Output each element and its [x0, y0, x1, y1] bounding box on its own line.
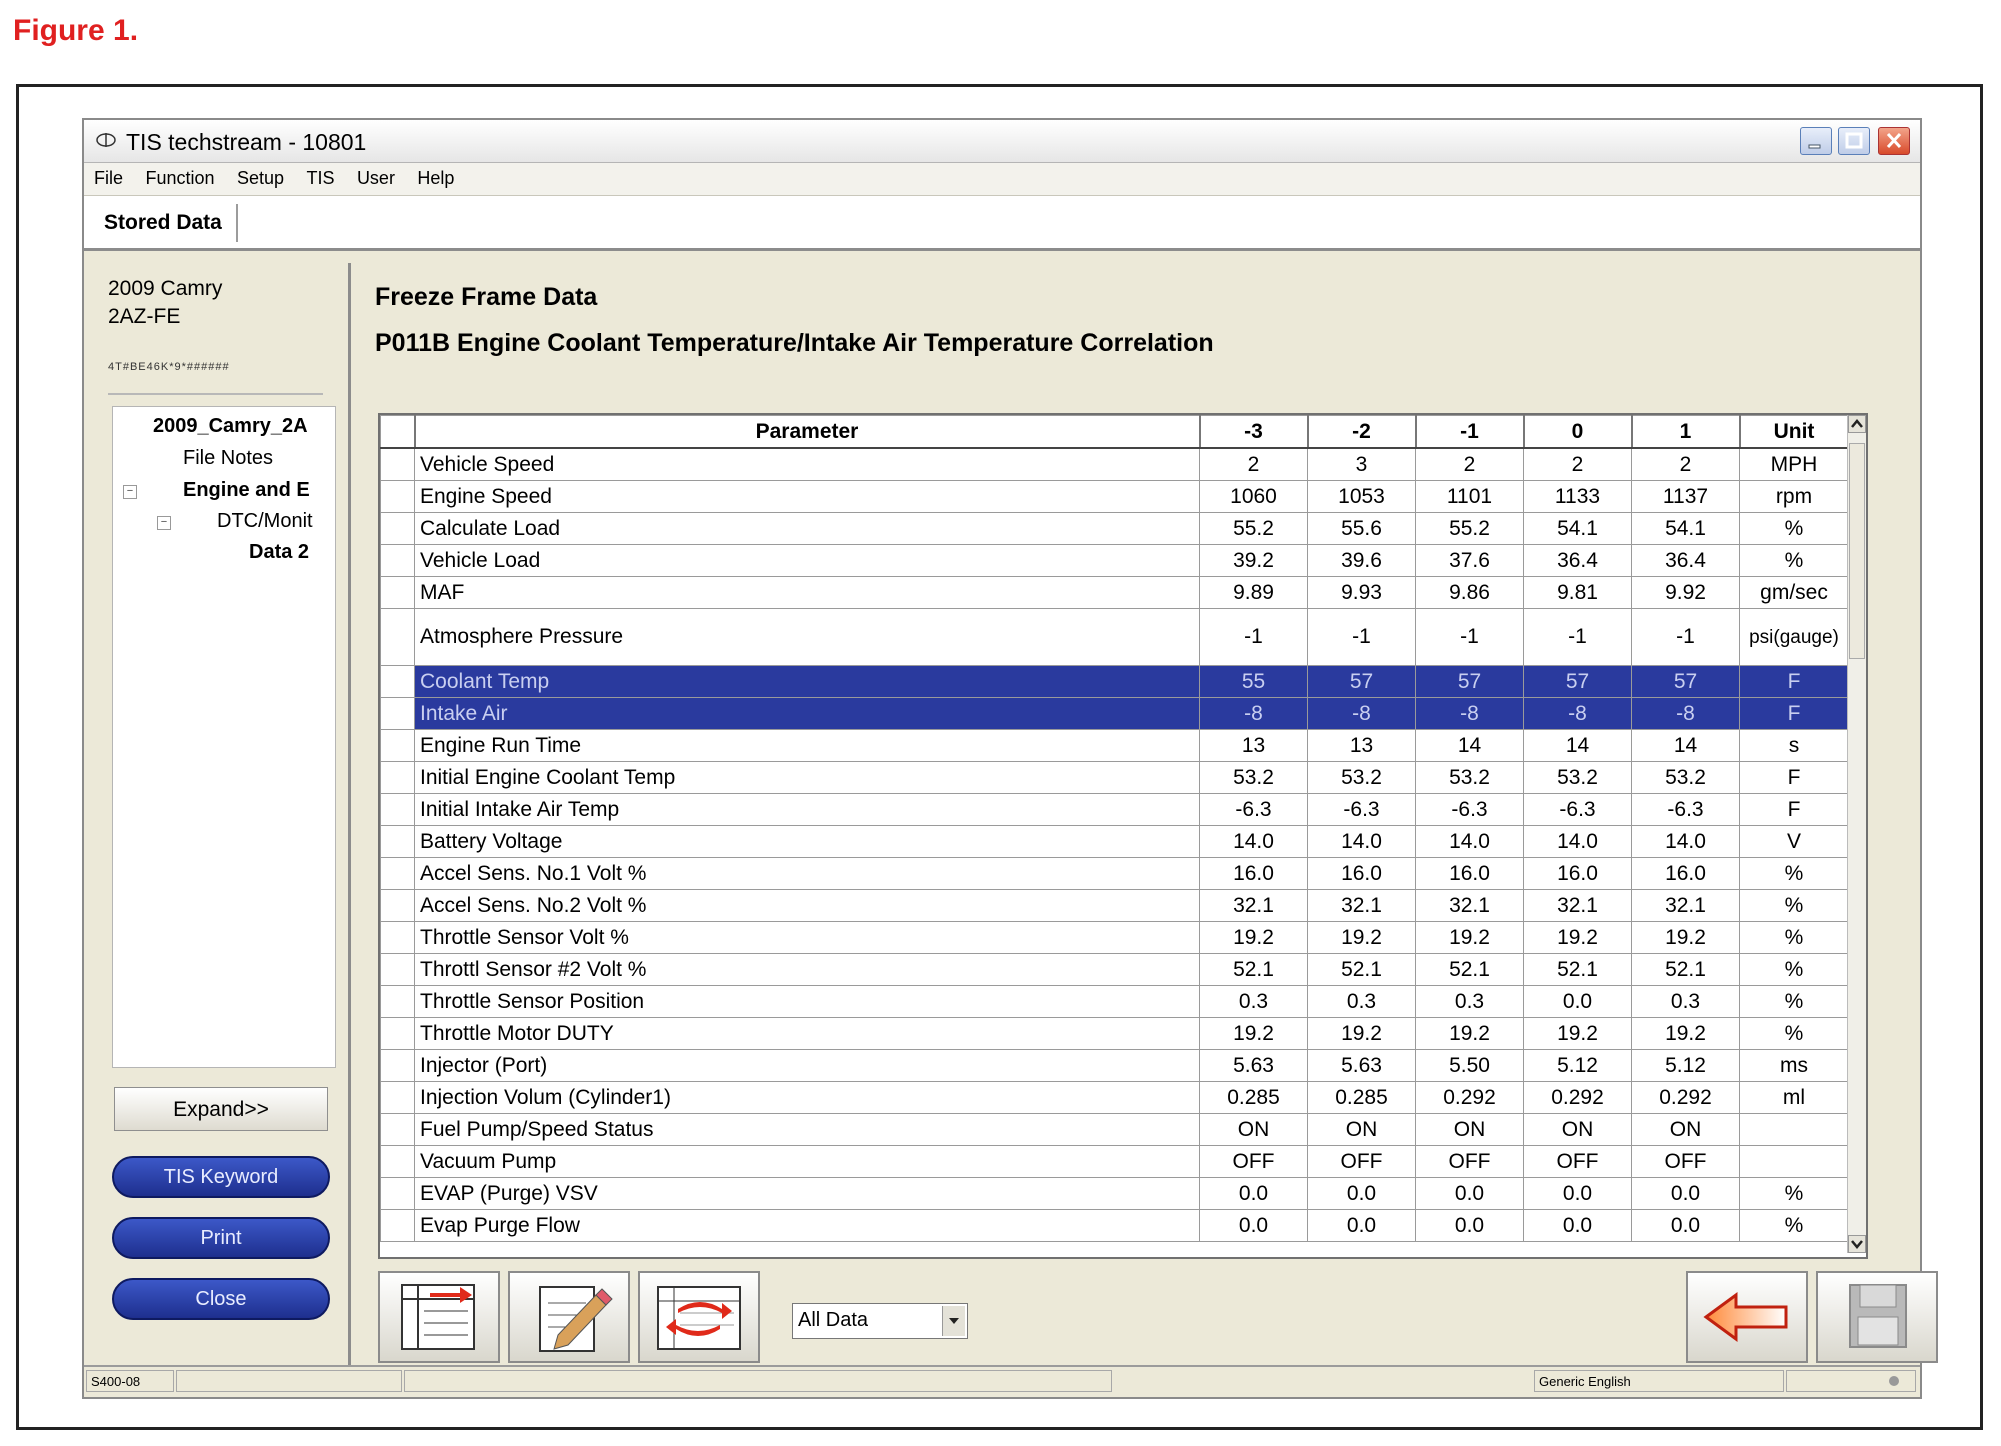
parameter-cell: Throttle Sensor Volt % [415, 922, 1200, 954]
value-cell: OFF [1308, 1146, 1416, 1178]
unit-cell: F [1740, 762, 1849, 794]
parameter-cell: Engine Speed [415, 481, 1200, 513]
status-bar [84, 1365, 1920, 1397]
dtc-title: P011B Engine Coolant Temperature/Intake Air Temperature Correlation [375, 329, 1214, 357]
value-cell: 53.2 [1308, 762, 1416, 794]
row-selector[interactable] [381, 890, 415, 922]
engine-code: 2AZ-FE [108, 305, 181, 328]
table-row[interactable] [381, 545, 1849, 577]
value-cell: 0.3 [1308, 986, 1416, 1018]
parameter-cell: Vehicle Load [415, 545, 1200, 577]
value-cell: 0.0 [1524, 986, 1632, 1018]
unit-cell: % [1740, 922, 1849, 954]
status-language: Generic English [1534, 1370, 1784, 1392]
figure-label: Figure 1. [13, 14, 139, 47]
row-selector[interactable] [381, 1146, 415, 1178]
row-selector[interactable] [381, 545, 415, 577]
unit-cell: rpm [1740, 481, 1849, 513]
sidebar [86, 263, 351, 1368]
parameter-cell: Intake Air [415, 698, 1200, 730]
value-cell: 52.1 [1416, 954, 1524, 986]
menu-setup[interactable]: Setup [236, 168, 285, 188]
tab-strip [84, 196, 1920, 251]
collapse-icon[interactable]: − [123, 485, 137, 499]
row-selector[interactable] [381, 448, 415, 481]
edit-notes-button[interactable] [508, 1271, 630, 1363]
value-cell: ON [1632, 1114, 1740, 1146]
table-row[interactable] [381, 890, 1849, 922]
table-row[interactable] [381, 1082, 1849, 1114]
value-cell: 53.2 [1200, 762, 1308, 794]
value-cell: 52.1 [1632, 954, 1740, 986]
unit-text: psi(gauge) [1749, 626, 1839, 648]
table-row[interactable] [381, 1178, 1849, 1210]
select-value: All Data [798, 1309, 869, 1331]
value-cell: 0.285 [1200, 1082, 1308, 1114]
value-cell: 52.1 [1308, 954, 1416, 986]
table-row[interactable] [381, 826, 1849, 858]
swap-arrows-icon [640, 1273, 758, 1361]
parameter-cell: Initial Intake Air Temp [415, 794, 1200, 826]
unit-cell: % [1740, 890, 1849, 922]
vehicle-info [108, 275, 222, 331]
table-row[interactable] [381, 986, 1849, 1018]
unit-cell [1740, 1114, 1849, 1146]
value-cell: OFF [1416, 1146, 1524, 1178]
value-cell: 55 [1200, 666, 1308, 698]
value-cell: 19.2 [1308, 1018, 1416, 1050]
value-cell: 2 [1632, 448, 1740, 481]
minimize-button[interactable] [1800, 127, 1832, 155]
value-cell: 55.2 [1200, 513, 1308, 545]
value-cell: 14.0 [1200, 826, 1308, 858]
value-cell: 1053 [1308, 481, 1416, 513]
value-cell: -1 [1632, 609, 1740, 666]
unit-cell: s [1740, 730, 1849, 762]
unit-cell: F [1740, 698, 1849, 730]
table-body [381, 448, 1849, 1242]
column-header[interactable]: -3 [1200, 416, 1308, 449]
value-cell: 16.0 [1308, 858, 1416, 890]
value-cell: -6.3 [1416, 794, 1524, 826]
parameter-cell: Fuel Pump/Speed Status [415, 1114, 1200, 1146]
value-cell: 1060 [1200, 481, 1308, 513]
column-header[interactable]: 0 [1524, 416, 1632, 449]
unit-cell: ml [1740, 1082, 1849, 1114]
value-cell: 0.0 [1200, 1210, 1308, 1242]
table-header [381, 416, 1849, 449]
value-cell: 36.4 [1524, 545, 1632, 577]
value-cell: 16.0 [1416, 858, 1524, 890]
status-cell [404, 1370, 1112, 1392]
table-row[interactable] [381, 448, 1849, 481]
column-header[interactable]: Unit [1740, 416, 1849, 449]
page-title: Freeze Frame Data [375, 283, 598, 311]
value-cell: 0.292 [1416, 1082, 1524, 1114]
value-cell: -6.3 [1308, 794, 1416, 826]
sidebar-divider [108, 393, 323, 395]
menu-bar [84, 163, 1920, 196]
value-cell: 14 [1524, 730, 1632, 762]
value-cell: 19.2 [1416, 922, 1524, 954]
close-icon [1879, 128, 1909, 154]
value-cell: -8 [1308, 698, 1416, 730]
unit-cell: % [1740, 1210, 1849, 1242]
row-selector[interactable] [381, 826, 415, 858]
column-header[interactable]: -1 [1416, 416, 1524, 449]
table-row[interactable] [381, 513, 1849, 545]
value-cell: 53.2 [1632, 762, 1740, 794]
row-selector[interactable] [381, 577, 415, 609]
value-cell: 36.4 [1632, 545, 1740, 577]
parameter-cell: Coolant Temp [415, 666, 1200, 698]
table-row[interactable] [381, 481, 1849, 513]
row-selector[interactable] [381, 954, 415, 986]
unit-cell: % [1740, 986, 1849, 1018]
value-cell: 9.89 [1200, 577, 1308, 609]
value-cell: OFF [1524, 1146, 1632, 1178]
row-selector[interactable] [381, 922, 415, 954]
parameter-cell: Vacuum Pump [415, 1146, 1200, 1178]
value-cell: 57 [1524, 666, 1632, 698]
column-header[interactable]: Parameter [415, 416, 1200, 449]
value-cell: 0.0 [1416, 1178, 1524, 1210]
value-cell: 19.2 [1524, 1018, 1632, 1050]
value-cell: 0.0 [1632, 1210, 1740, 1242]
unit-cell: % [1740, 513, 1849, 545]
value-cell: 1137 [1632, 481, 1740, 513]
value-cell: 0.0 [1524, 1178, 1632, 1210]
parameter-cell: Initial Engine Coolant Temp [415, 762, 1200, 794]
close-button[interactable]: Close [112, 1278, 330, 1320]
tree-engine[interactable]: Engine and E [183, 479, 310, 501]
print-button[interactable]: Print [112, 1217, 330, 1259]
row-selector[interactable] [381, 609, 415, 666]
scroll-down-button[interactable] [1848, 1235, 1866, 1253]
value-cell: 19.2 [1200, 1018, 1308, 1050]
unit-cell: % [1740, 1178, 1849, 1210]
value-cell: 14.0 [1524, 826, 1632, 858]
row-selector[interactable] [381, 1082, 415, 1114]
table-row[interactable] [381, 1018, 1849, 1050]
menu-user[interactable]: User [356, 168, 395, 188]
value-cell: 1101 [1416, 481, 1524, 513]
value-cell: -6.3 [1632, 794, 1740, 826]
collapse-icon[interactable]: − [157, 516, 171, 530]
value-cell: 1133 [1524, 481, 1632, 513]
value-cell: 19.2 [1308, 922, 1416, 954]
value-cell: 32.1 [1524, 890, 1632, 922]
tree-file-notes[interactable]: File Notes [183, 447, 274, 469]
parameter-cell: Accel Sens. No.1 Volt % [415, 858, 1200, 890]
table-row[interactable] [381, 1050, 1849, 1082]
value-cell: 5.63 [1200, 1050, 1308, 1082]
value-cell: 2 [1524, 448, 1632, 481]
row-selector[interactable] [381, 730, 415, 762]
status-code: S400-08 [86, 1370, 174, 1392]
value-cell: 0.3 [1632, 986, 1740, 1018]
value-cell: OFF [1632, 1146, 1740, 1178]
chevron-down-icon [943, 1306, 965, 1336]
value-cell: 57 [1416, 666, 1524, 698]
title-bar[interactable] [84, 120, 1920, 163]
unit-cell: F [1740, 794, 1849, 826]
column-header[interactable]: -2 [1308, 416, 1416, 449]
row-selector[interactable] [381, 1050, 415, 1082]
value-cell: 53.2 [1416, 762, 1524, 794]
parameter-cell: Engine Run Time [415, 730, 1200, 762]
value-cell: 2 [1200, 448, 1308, 481]
value-cell: 0.292 [1524, 1082, 1632, 1114]
table-row[interactable] [381, 762, 1849, 794]
row-selector[interactable] [381, 794, 415, 826]
value-cell: 55.6 [1308, 513, 1416, 545]
column-header[interactable]: 1 [1632, 416, 1740, 449]
unit-cell [1740, 609, 1849, 666]
table-row[interactable] [381, 698, 1849, 730]
value-cell: 19.2 [1632, 1018, 1740, 1050]
file-tree[interactable] [112, 406, 336, 1068]
value-cell: 19.2 [1200, 922, 1308, 954]
value-cell: 39.2 [1200, 545, 1308, 577]
parameter-cell: MAF [415, 577, 1200, 609]
table-row[interactable] [381, 577, 1849, 609]
value-cell: 9.93 [1308, 577, 1416, 609]
back-button[interactable] [1686, 1271, 1808, 1363]
vehicle-model: 2009 Camry [108, 277, 223, 300]
value-cell: 14 [1416, 730, 1524, 762]
app-logo-icon [96, 130, 116, 150]
value-cell: 2 [1416, 448, 1524, 481]
tree-root[interactable]: 2009_Camry_2A [153, 415, 308, 437]
value-cell: -1 [1524, 609, 1632, 666]
unit-cell: MPH [1740, 448, 1849, 481]
pencil-icon [510, 1273, 628, 1361]
value-cell: 19.2 [1416, 1018, 1524, 1050]
parameter-cell: Accel Sens. No.2 Volt % [415, 890, 1200, 922]
table-row[interactable] [381, 1210, 1849, 1242]
unit-cell: % [1740, 545, 1849, 577]
floppy-disk-icon [1818, 1273, 1936, 1361]
vertical-scrollbar[interactable] [1847, 415, 1866, 1253]
value-cell: 9.86 [1416, 577, 1524, 609]
parameter-cell: Evap Purge Flow [415, 1210, 1200, 1242]
value-cell: 9.81 [1524, 577, 1632, 609]
value-cell: 19.2 [1632, 922, 1740, 954]
dropdown-button[interactable] [942, 1306, 965, 1336]
value-cell: -1 [1308, 609, 1416, 666]
value-cell: 3 [1308, 448, 1416, 481]
value-cell: 54.1 [1524, 513, 1632, 545]
menu-help[interactable]: Help [417, 168, 455, 188]
tis-keyword-button[interactable]: TIS Keyword [112, 1156, 330, 1198]
value-cell: 0.0 [1632, 1178, 1740, 1210]
row-selector[interactable] [381, 986, 415, 1018]
value-cell: ON [1200, 1114, 1308, 1146]
expand-button[interactable]: Expand>> [114, 1087, 328, 1131]
value-cell: 14.0 [1308, 826, 1416, 858]
value-cell: 39.6 [1308, 545, 1416, 577]
list-arrow-icon [380, 1273, 498, 1361]
parameter-cell: Calculate Load [415, 513, 1200, 545]
unit-cell: F [1740, 666, 1849, 698]
value-cell: 0.0 [1200, 1178, 1308, 1210]
row-selector[interactable] [381, 858, 415, 890]
value-cell: -1 [1200, 609, 1308, 666]
row-selector[interactable] [381, 1210, 415, 1242]
parameter-cell: Throttl Sensor #2 Volt % [415, 954, 1200, 986]
parameter-cell: Throttle Motor DUTY [415, 1018, 1200, 1050]
value-cell: 16.0 [1632, 858, 1740, 890]
table-row[interactable] [381, 954, 1849, 986]
row-selector[interactable] [381, 1178, 415, 1210]
parameter-cell: Atmosphere Pressure [415, 609, 1200, 666]
value-cell: 14.0 [1632, 826, 1740, 858]
value-cell: 52.1 [1200, 954, 1308, 986]
table-row[interactable] [381, 1146, 1849, 1178]
window-title: TIS techstream - 10801 [126, 129, 367, 155]
row-selector[interactable] [381, 762, 415, 794]
data-filter-select[interactable] [792, 1303, 968, 1339]
chevron-down-icon [1849, 1236, 1865, 1252]
parameter-cell: Injection Volum (Cylinder1) [415, 1082, 1200, 1114]
value-cell: 0.0 [1308, 1178, 1416, 1210]
value-cell: -6.3 [1524, 794, 1632, 826]
app-window [82, 118, 1922, 1399]
maximize-icon [1839, 128, 1869, 154]
vin: 4T#BE46K*9*###### [108, 361, 230, 373]
tree-data[interactable]: Data 2 [249, 541, 310, 563]
table-row[interactable] [381, 730, 1849, 762]
value-cell: -8 [1416, 698, 1524, 730]
value-cell: 9.92 [1632, 577, 1740, 609]
value-cell: 14.0 [1416, 826, 1524, 858]
value-cell: 16.0 [1200, 858, 1308, 890]
unit-cell [1740, 1146, 1849, 1178]
value-cell: 53.2 [1524, 762, 1632, 794]
value-cell: 32.1 [1200, 890, 1308, 922]
parameter-cell: EVAP (Purge) VSV [415, 1178, 1200, 1210]
table-row[interactable] [381, 1114, 1849, 1146]
maximize-button[interactable] [1838, 127, 1870, 155]
value-cell: 0.0 [1524, 1210, 1632, 1242]
freeze-frame-table [380, 415, 1850, 1242]
value-cell: 57 [1632, 666, 1740, 698]
chevron-up-icon [1849, 416, 1865, 432]
tree-dtc[interactable]: DTC/Monit [217, 510, 313, 532]
value-cell: OFF [1200, 1146, 1308, 1178]
value-cell: 0.0 [1416, 1210, 1524, 1242]
row-selector[interactable] [381, 513, 415, 545]
parameter-cell: Throttle Sensor Position [415, 986, 1200, 1018]
value-cell: 5.12 [1632, 1050, 1740, 1082]
resize-grip-icon[interactable] [1886, 1373, 1902, 1389]
value-cell: ON [1308, 1114, 1416, 1146]
value-cell: 5.50 [1416, 1050, 1524, 1082]
value-cell: 32.1 [1308, 890, 1416, 922]
unit-cell: % [1740, 858, 1849, 890]
row-selector[interactable] [381, 481, 415, 513]
value-cell: 54.1 [1632, 513, 1740, 545]
value-cell: 0.292 [1632, 1082, 1740, 1114]
menu-file[interactable]: File [94, 168, 124, 188]
table-row[interactable] [381, 922, 1849, 954]
value-cell: ON [1524, 1114, 1632, 1146]
status-cell [176, 1370, 402, 1392]
value-cell: -8 [1632, 698, 1740, 730]
row-selector[interactable] [381, 1114, 415, 1146]
value-cell: 0.0 [1308, 1210, 1416, 1242]
value-cell: 5.63 [1308, 1050, 1416, 1082]
parameter-cell: Vehicle Speed [415, 448, 1200, 481]
value-cell: 55.2 [1416, 513, 1524, 545]
table-row[interactable] [381, 794, 1849, 826]
minimize-icon [1801, 128, 1831, 154]
table-row[interactable] [381, 666, 1849, 698]
close-window-button[interactable] [1878, 127, 1910, 155]
data-grid[interactable] [378, 413, 1868, 1259]
table-row[interactable] [381, 858, 1849, 890]
menu-tis[interactable]: TIS [306, 168, 335, 188]
row-selector[interactable] [381, 698, 415, 730]
parameter-cell: Battery Voltage [415, 826, 1200, 858]
tab-stored-data[interactable]: Stored Data [90, 204, 238, 242]
value-cell: -6.3 [1200, 794, 1308, 826]
swap-data-button[interactable] [638, 1271, 760, 1363]
value-cell: 32.1 [1632, 890, 1740, 922]
value-cell: -8 [1524, 698, 1632, 730]
select-parameters-button[interactable] [378, 1271, 500, 1363]
value-cell: 19.2 [1524, 922, 1632, 954]
unit-cell: ms [1740, 1050, 1849, 1082]
value-cell: 14 [1632, 730, 1740, 762]
unit-cell: gm/sec [1740, 577, 1849, 609]
unit-cell: % [1740, 954, 1849, 986]
value-cell: 16.0 [1524, 858, 1632, 890]
value-cell: 52.1 [1524, 954, 1632, 986]
unit-cell: % [1740, 1018, 1849, 1050]
value-cell: 32.1 [1416, 890, 1524, 922]
scroll-thumb[interactable] [1849, 443, 1865, 659]
row-selector[interactable] [381, 1018, 415, 1050]
arrow-left-icon [1688, 1273, 1806, 1361]
row-selector[interactable] [381, 666, 415, 698]
menu-function[interactable]: Function [145, 168, 215, 188]
value-cell: 13 [1308, 730, 1416, 762]
value-cell: 0.285 [1308, 1082, 1416, 1114]
save-button[interactable] [1816, 1271, 1938, 1363]
main-panel [352, 263, 1918, 1368]
value-cell: -1 [1416, 609, 1524, 666]
value-cell: ON [1416, 1114, 1524, 1146]
value-cell: 5.12 [1524, 1050, 1632, 1082]
table-row[interactable] [381, 609, 1849, 666]
value-cell: 0.3 [1200, 986, 1308, 1018]
scroll-up-button[interactable] [1848, 415, 1866, 433]
value-cell: -8 [1200, 698, 1308, 730]
value-cell: 13 [1200, 730, 1308, 762]
unit-cell: V [1740, 826, 1849, 858]
value-cell: 57 [1308, 666, 1416, 698]
value-cell: 0.3 [1416, 986, 1524, 1018]
parameter-cell: Injector (Port) [415, 1050, 1200, 1082]
value-cell: 37.6 [1416, 545, 1524, 577]
row-selector-header [381, 416, 415, 449]
